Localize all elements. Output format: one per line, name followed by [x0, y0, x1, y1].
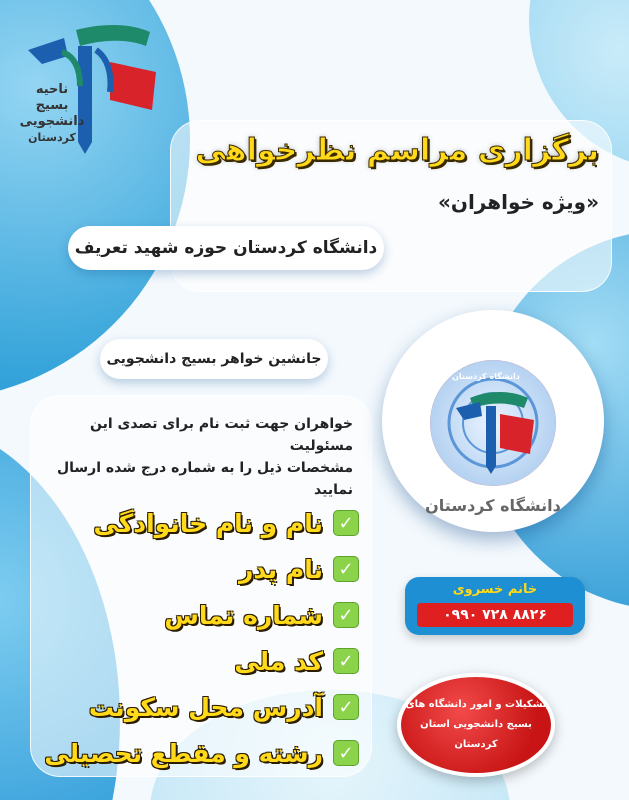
organization-line: بسیج دانشجویی استان کردستان: [420, 719, 532, 750]
requirement-label: شماره تماس: [164, 600, 323, 630]
contact-name: خانم خسروی: [452, 582, 538, 597]
description-line: مشخصات ذیل را به شماره درج شده ارسال نمایید: [56, 460, 353, 498]
representative-label: جانشین خواهر بسیج دانشجویی: [100, 339, 328, 379]
page-title: برگزاری مراسم نظرخواهی: [195, 133, 599, 168]
logo-text-line: ناحیه: [35, 82, 69, 97]
university-badge: [382, 310, 604, 532]
logo-text-line: کردستان: [28, 131, 76, 144]
logo-text-line: بسیج: [35, 98, 69, 113]
university-label: دانشگاه کردستان حوزه شهید تعریف: [68, 226, 384, 270]
requirement-label: کد ملی: [234, 646, 323, 676]
contact-card: [405, 577, 585, 635]
logo-caption: [16, 82, 88, 146]
description-line: خواهران جهت ثبت نام برای تصدی این مسئولیت: [89, 416, 353, 454]
requirement-item: [59, 500, 359, 546]
requirement-label: آدرس محل سکونت: [88, 692, 323, 722]
check-box-icon: ✓: [333, 556, 359, 582]
badge-ring-text: دانشگاه کردستان: [452, 372, 520, 381]
requirement-item: [59, 638, 359, 684]
check-box-icon: ✓: [333, 648, 359, 674]
requirement-item: [59, 592, 359, 638]
logo-text-line: دانشجویی: [19, 114, 85, 129]
check-box-icon: ✓: [333, 694, 359, 720]
requirement-item: [44, 730, 359, 776]
requirement-item: [59, 684, 359, 730]
description: [23, 413, 353, 501]
requirement-label: رشته و مقطع تحصیلی: [44, 738, 323, 768]
requirement-label: نام و نام خانوادگی: [93, 508, 323, 538]
requirements-list: [44, 500, 359, 776]
organization-badge: [397, 673, 555, 777]
requirement-label: نام پدر: [238, 554, 323, 584]
check-box-icon: ✓: [333, 510, 359, 536]
badge-caption: دانشگاه کردستان: [425, 496, 561, 515]
subtitle: «ویژه خواهران»: [437, 190, 599, 214]
requirement-item: [59, 546, 359, 592]
check-box-icon: ✓: [333, 602, 359, 628]
organization-line: تشکیلات و امور دانشگاه های: [405, 699, 547, 710]
contact-phone[interactable]: ۰۹۹۰ ۷۲۸ ۸۸۲۶: [417, 603, 573, 627]
check-box-icon: ✓: [333, 740, 359, 766]
